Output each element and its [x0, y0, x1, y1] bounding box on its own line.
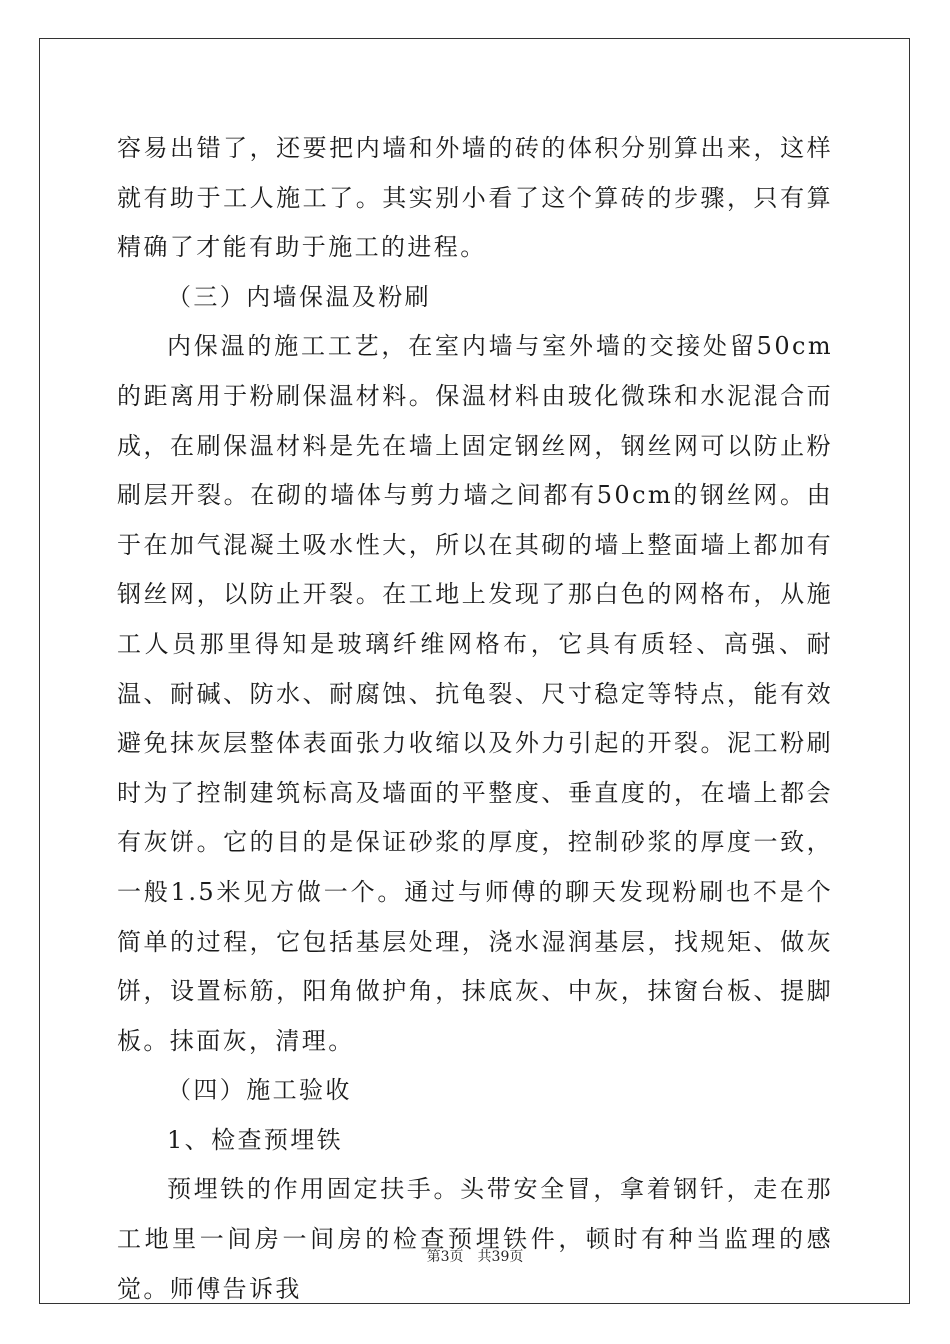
page-number: 第3页: [426, 1249, 464, 1265]
page-total: 共39页: [477, 1249, 524, 1265]
section-heading-4: （四）施工验收: [167, 1076, 352, 1105]
paragraph: 容易出错了，还要把内墙和外墙的砖的体积分别算出来，这样就有助于工人施工了。其实别小看了这个算砖的步骤，只有算精确了才能有助于施工的进程。: [117, 134, 833, 262]
subsection-heading-1: 1、检查预埋铁: [167, 1125, 344, 1154]
document-body: [117, 124, 833, 1314]
page-footer: [0, 1246, 950, 1266]
section-heading-3: （三）内墙保温及粉刷: [167, 282, 431, 311]
paragraph: 内保温的施工工艺，在室内墙与室外墙的交接处留50cm的距离用于粉刷保温材料。保温材料由玻化微珠和水泥混合而成，在刷保温材料是先在墙上固定钢丝网，钢丝网可以防止粉刷层开裂。在砌的墙体与剪力墙之间都有50cm的钢丝网。由于在加气混凝土吸水性大，所以在其砌的墙上整面墙上都加有钢丝网，以防止开裂。在工地上发现了那白色的网格布，从施工人员那里得知是玻璃纤维网格布，它具有质轻、高强、耐温、耐碱、防水、耐腐蚀、抗龟裂、尺寸稳定等特点，能有效避免抹灰层整体表面张力收缩以及外力引起的开裂。泥工粉刷时为了控制建筑标高及墙面的平整度、垂直度的，在墙上都会有灰饼。它的目的是保证砂浆的厚度，控制砂浆的厚度一致，一般1.5米见方做一个。通过与师傅的聊天发现粉刷也不是个简单的过程，它包括基层处理，浇水湿润基层，找规矩、做灰饼，设置标筋，阳角做护角，抹底灰、中灰，抹窗台板、提脚板。抹面灰，清理。: [117, 332, 833, 1055]
paragraph: 预埋铁的作用固定扶手。头带安全冒，拿着钢钎，走在那工地里一间房一间房的检查预埋铁件，顿时有种当监理的感觉。师傅告诉我: [117, 1175, 833, 1303]
